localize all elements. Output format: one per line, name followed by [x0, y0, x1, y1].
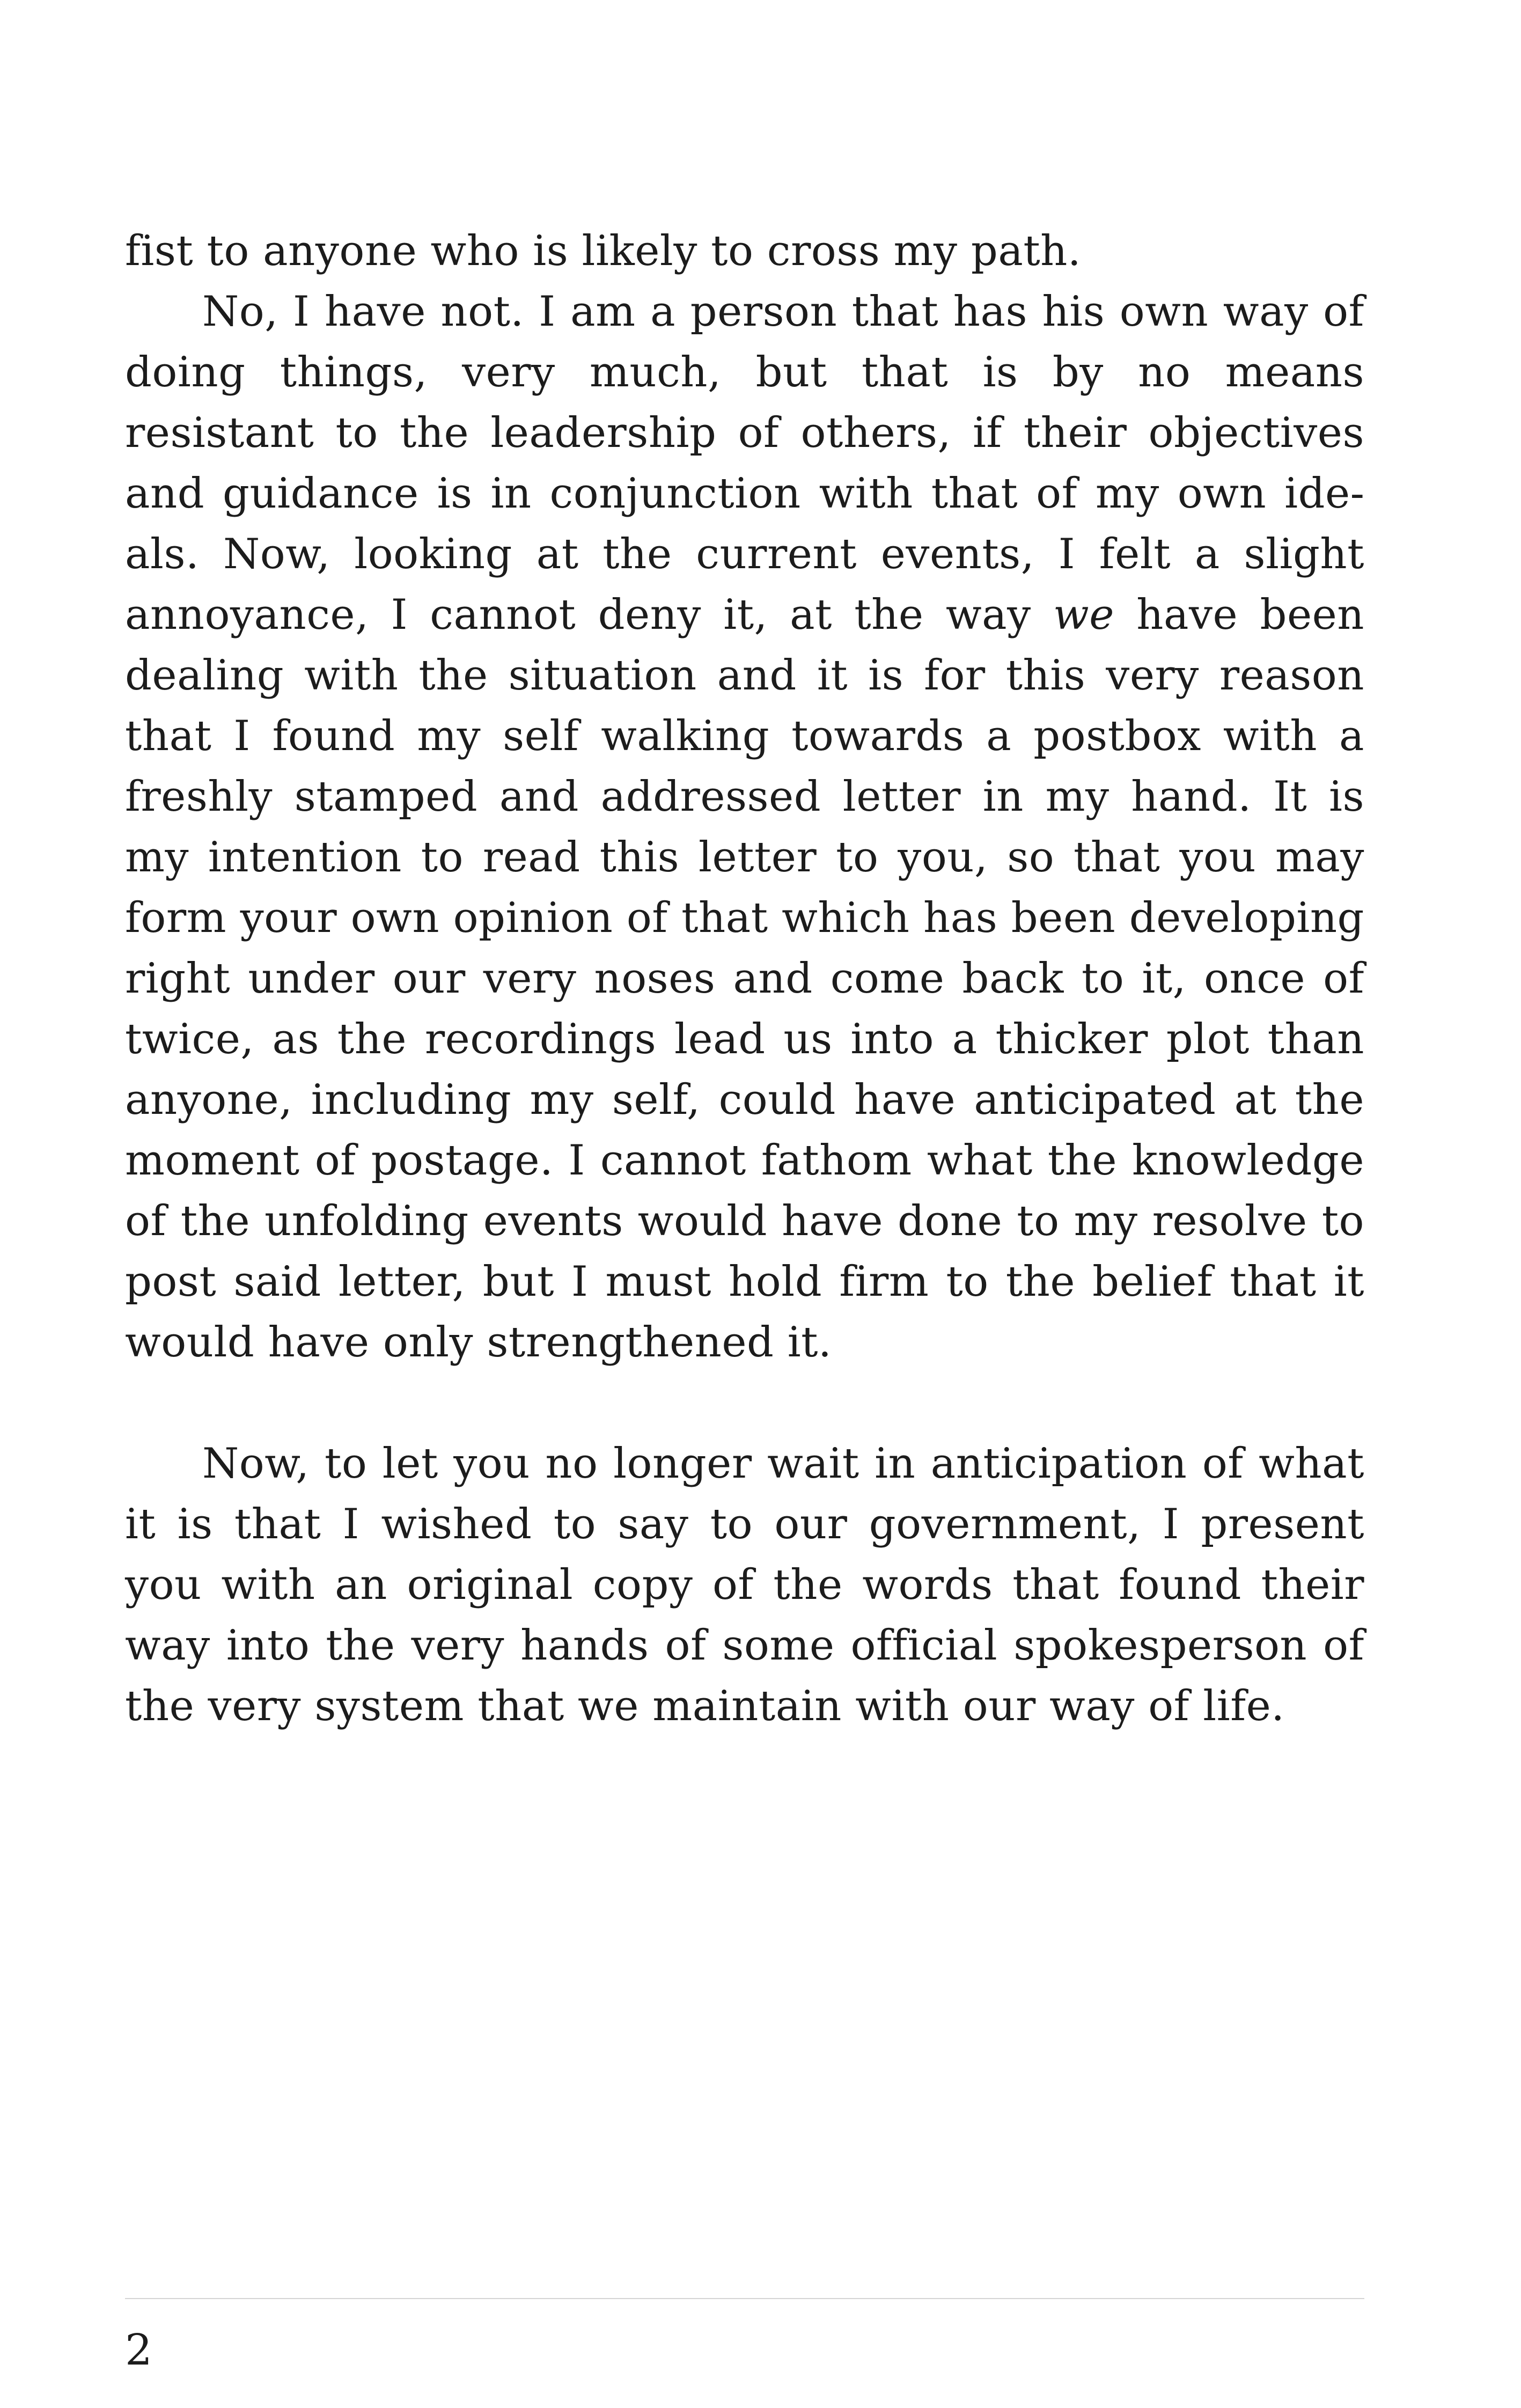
footer-divider — [125, 2298, 1364, 2299]
emphasized-word: we — [1053, 591, 1114, 639]
page-number: 2 — [125, 2325, 152, 2375]
body-text — [125, 221, 1364, 1737]
paragraph-text: have been dealing with the situation and it is for this very reason that I found my self walking towards a postbox with a freshly stamped and addressed letter in my hand. It is my intention to read this letter to you, so that you may form your own opinion of that which has been developing right under our very noses and come back to it, once of twice, as the recordings lead us into a thicker plot than anyone, including my self, could have anticipated at the moment of postage. I cannot fathom what the knowledge of the unfolding events would have done to my resolve to post said letter, but I must hold firm to the belief that it would have only strengthened it. — [125, 591, 1364, 1367]
paragraph-text: Now, to let you no longer wait in anticipation of what it is that I wished to say to our government, I present you with an original copy of the words that found their way into the very hands of some official spokesperson of the very system that we maintain with our way of life. — [125, 1440, 1364, 1730]
paragraph-text: fist to anyone who is likely to cross my path. — [125, 227, 1082, 275]
paragraph-continuation — [125, 221, 1364, 282]
paragraph-text: No, I have not. I am a person that has his own way of doing things, very much, but that is by no means resistant to the leadership of others, if their objectives and guidance is in conjunction with that of my own ideals. Now, looking at the current events, I felt a slight annoyance, I cannot deny it, at the way — [125, 288, 1364, 639]
paragraph — [125, 1434, 1364, 1737]
paragraph — [125, 282, 1364, 1373]
